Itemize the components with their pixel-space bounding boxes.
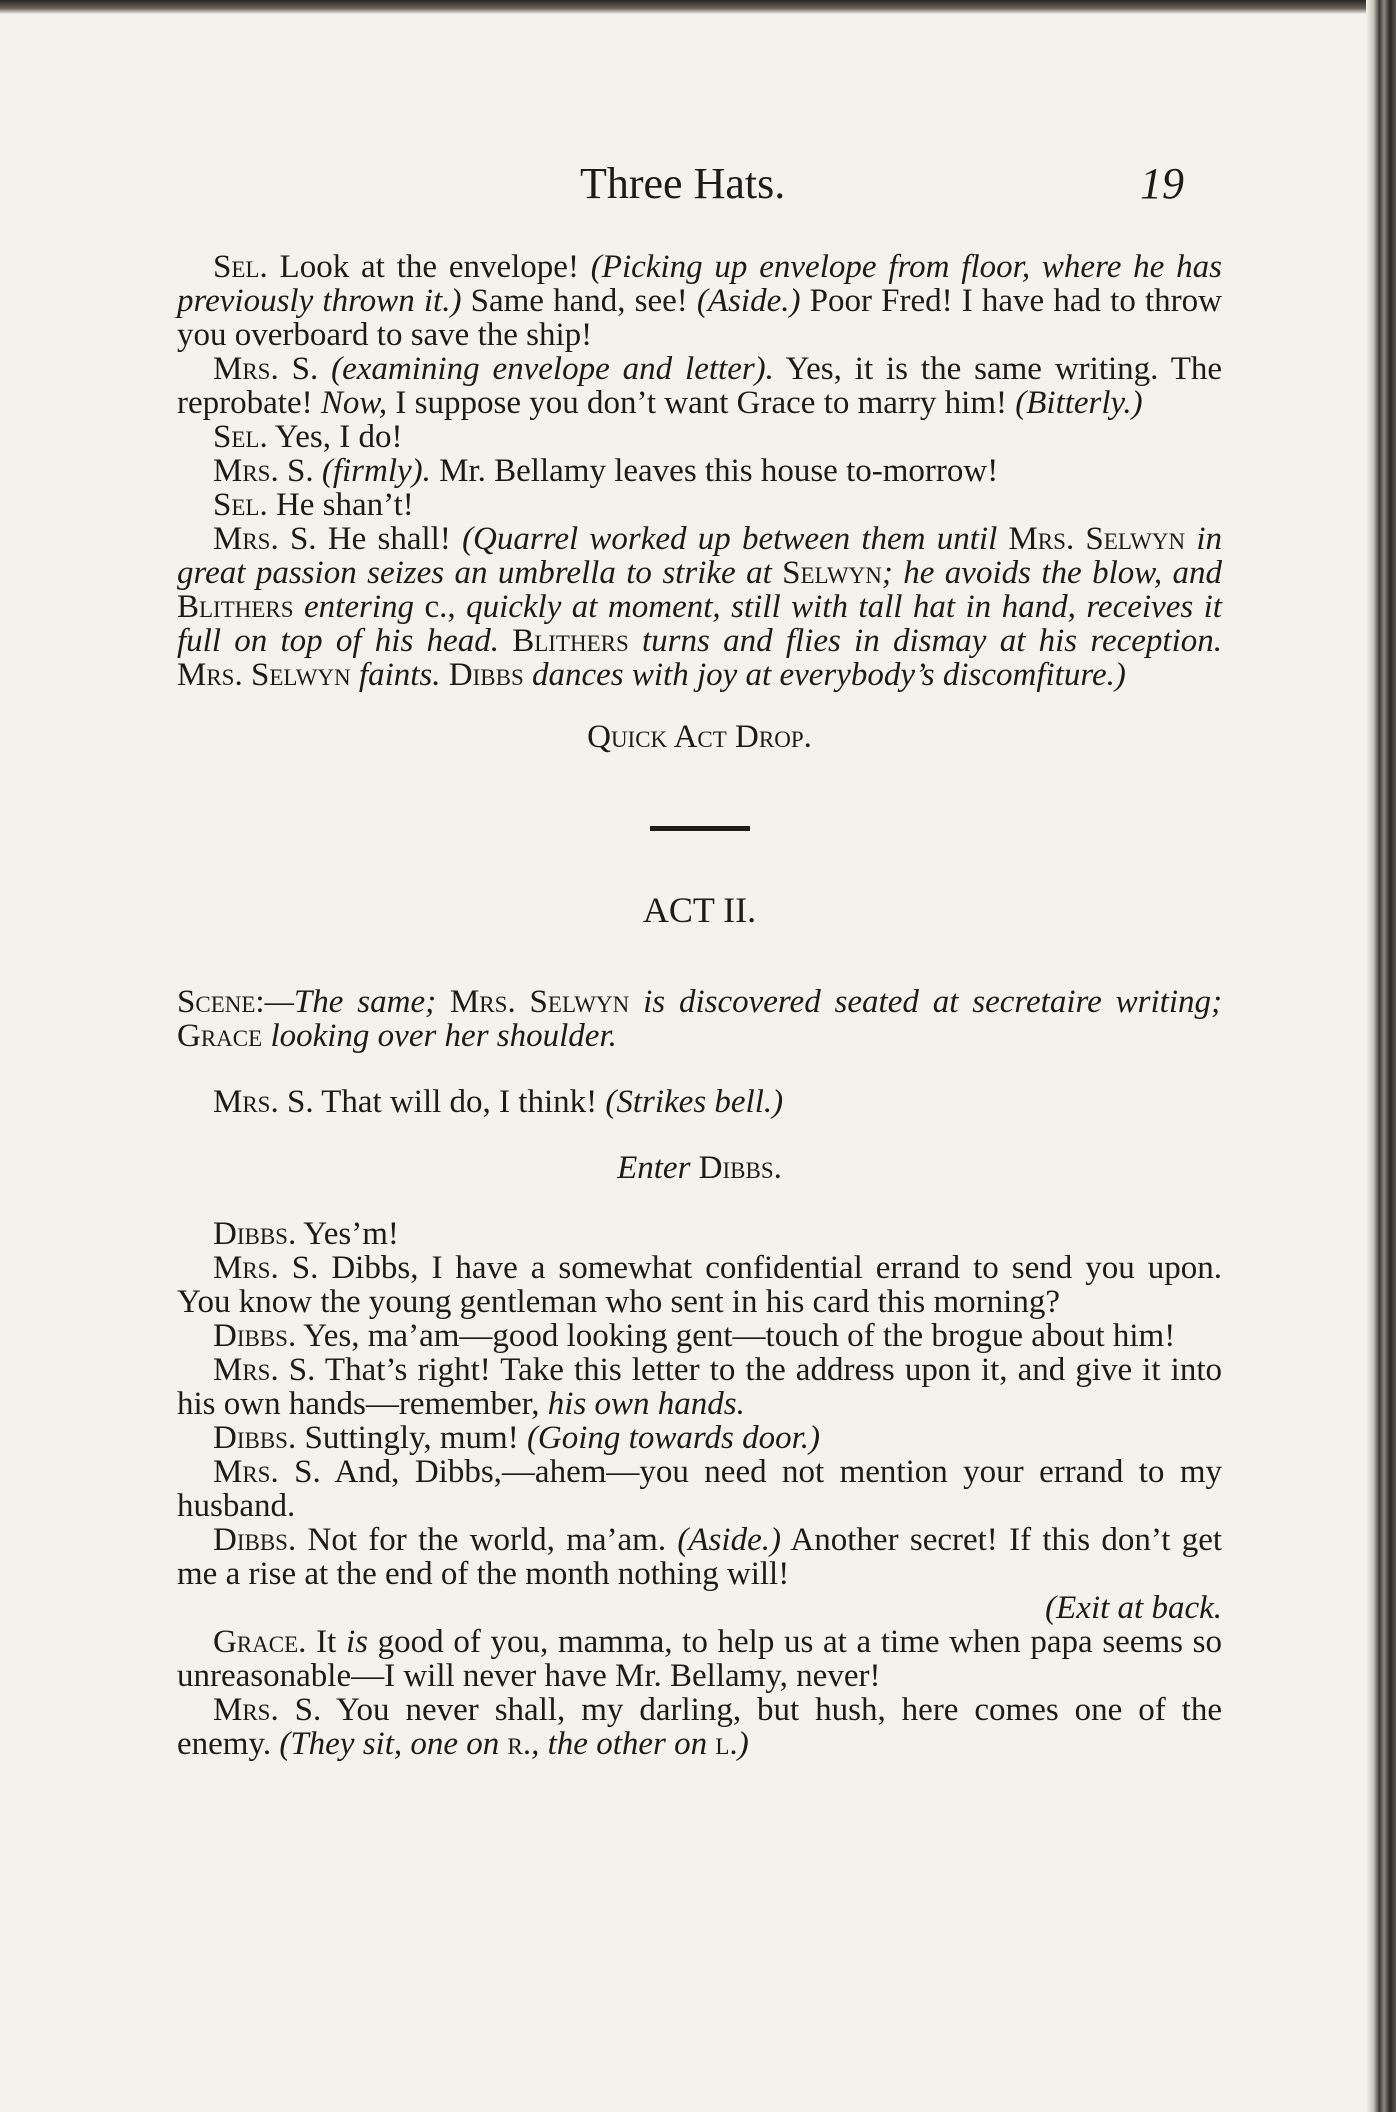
dialogue-line [177, 1625, 1222, 1693]
dialogue-line [177, 1217, 1222, 1251]
speaker-name: Mrs. S. [213, 351, 319, 387]
dialogue-text: It [306, 1624, 346, 1660]
speaker-name: Dibbs. [213, 1216, 297, 1252]
stage-direction: in great passion seizes an umbrella to strike at [177, 521, 1223, 591]
stage-direction: (Quarrel worked up between them until [462, 521, 1009, 557]
scene-label: Scene: [177, 984, 265, 1020]
dialogue-text: Poor Fred! I have had to throw you overboard to save the ship! [177, 283, 1222, 353]
character-name: Blithers [512, 623, 629, 659]
stage-direction: , the other on [531, 1726, 716, 1762]
page-number: 19 [1140, 159, 1184, 208]
stage-direction: (They sit, one on [279, 1726, 508, 1762]
dialogue-text: Yes’m! [296, 1216, 399, 1252]
dialogue-text: Yes, it is the same writing. The reprobate! [177, 351, 1223, 421]
speaker-name: Sel. [213, 487, 268, 523]
dialogue-text [314, 453, 322, 489]
speaker-name: Dibbs. [213, 1420, 297, 1456]
dialogue-line [177, 1693, 1222, 1761]
character-name: Dibbs [448, 657, 524, 693]
dialogue-line [177, 522, 1222, 692]
dialogue-line [177, 1523, 1222, 1591]
enter-word: Enter [617, 1150, 691, 1186]
character-name: r. [507, 1726, 532, 1762]
speaker-name: Mrs. S. [213, 453, 314, 489]
page-header [0, 150, 1396, 210]
stage-direction: turns and flies in dismay at his reception. [628, 623, 1222, 659]
stage-direction: ) [737, 1726, 749, 1762]
character-name: l. [715, 1726, 738, 1762]
character-name: Mrs. Selwyn [177, 657, 351, 693]
page-edge-right [1366, 0, 1396, 2112]
dialogue-line [177, 1455, 1222, 1523]
speaker-name: Mrs. S. [213, 521, 317, 557]
stage-direction: is [345, 1624, 368, 1660]
page-edge-top [0, 0, 1396, 14]
dialogue-line-mrs-s [177, 1085, 1222, 1119]
section-rule [650, 826, 750, 831]
exit-direction [177, 1591, 1222, 1625]
dialogue-line [177, 1251, 1222, 1319]
dialogue-text: Look at the envelope! [267, 249, 591, 285]
speaker-name: Grace. [213, 1624, 307, 1660]
character-name: Mrs. Selwyn [449, 984, 630, 1020]
dialogue-text [318, 351, 331, 387]
dialogue-block-3 [177, 1625, 1222, 1761]
dialogue-text: c., [424, 589, 456, 625]
stage-direction: (Strikes bell.) [605, 1084, 784, 1120]
dialogue-text: Mr. Bellamy leaves this house to-morrow! [430, 453, 999, 489]
dialogue-text: good of you, mamma, to help us at a time when papa seems so unreasonable—I will never have Mr. Bellamy, never! [177, 1624, 1222, 1694]
stage-direction: faints. [350, 657, 449, 693]
dialogue-line [177, 250, 1222, 352]
dialogue-text: Same hand, see! [461, 283, 697, 319]
dialogue-line [177, 1353, 1222, 1421]
act-title: ACT II. [642, 890, 757, 930]
dialogue-line [177, 1319, 1222, 1353]
stage-direction: (examining envelope and letter). [331, 351, 774, 387]
dialogue-block-1 [177, 250, 1222, 692]
dialogue-text: Not for the world, ma’am. [296, 1522, 678, 1558]
dialogue-line [177, 454, 1222, 488]
dialogue-line [177, 420, 1222, 454]
character-name: Selwyn [782, 555, 882, 591]
stage-direction: entering [293, 589, 425, 625]
stage-direction: (Bitterly.) [1015, 385, 1143, 421]
dialogue-line [177, 1085, 1222, 1119]
stage-direction: his own hands. [547, 1386, 745, 1422]
speaker-name: Dibbs. [213, 1522, 297, 1558]
dialogue-text: I suppose you don’t want Grace to marry him! [387, 385, 1016, 421]
dialogue-text: And, Dibbs,—ahem—you need not mention your errand to my husband. [177, 1454, 1223, 1524]
dialogue-text: Another secret! If this don’t get me a rise at the end of the month nothing will! [177, 1522, 1223, 1592]
stage-direction: (Aside.) [677, 1522, 781, 1558]
stage-direction: (firmly). [321, 453, 431, 489]
stage-direction: is discovered seated at secretaire writing; [629, 984, 1222, 1020]
speaker-name: Mrs. S. [213, 1454, 321, 1490]
speaker-name: Dibbs. [213, 1318, 297, 1354]
stage-direction: looking over her shoulder. [262, 1018, 617, 1054]
scene-description [177, 985, 1222, 1053]
dialogue-text: That’s right! Take this letter to the address upon it, and give it into his own hands—remember, [177, 1352, 1223, 1422]
stage-direction: quickly at moment, still with tall hat in hand, receives it full on top of his head. [177, 589, 1222, 659]
exit-text: (Exit at back. [1045, 1590, 1222, 1626]
stage-direction: (Aside.) [696, 283, 801, 319]
dialogue-line [177, 352, 1222, 420]
dialogue-text: You never shall, my darling, but hush, here comes one of the enemy. [177, 1692, 1223, 1762]
stage-direction: —The same; [264, 984, 450, 1020]
speaker-name: Mrs. S. [213, 1084, 314, 1120]
stage-direction: Now, [320, 385, 388, 421]
stage-entry [177, 1151, 1222, 1185]
stage-direction: dances with joy at everybody’s discomfiture.) [523, 657, 1126, 693]
running-title: Three Hats. [580, 159, 786, 208]
stage-direction: (Going towards door.) [526, 1420, 820, 1456]
dialogue-line [177, 1421, 1222, 1455]
character-name: Mrs. Selwyn [1008, 521, 1186, 557]
dialogue-text: Yes, I do! [267, 419, 403, 455]
dialogue-text: He shan’t! [267, 487, 414, 523]
enter-name: Dibbs. [698, 1150, 782, 1186]
dialogue-text: Yes, ma’am—good looking gent—touch of the brogue about him! [296, 1318, 1176, 1354]
dialogue-text: Suttingly, mum! [296, 1420, 527, 1456]
speaker-name: Sel. [213, 249, 268, 285]
speaker-name: Mrs. S. [213, 1250, 319, 1286]
speaker-name: Mrs. S. [213, 1692, 322, 1728]
dialogue-line [177, 488, 1222, 522]
speaker-name: Sel. [213, 419, 268, 455]
page-content [177, 250, 1222, 1761]
act-drop: Quick Act Drop. [587, 719, 812, 755]
stage-direction: ; he avoids the blow, and [881, 555, 1222, 591]
dialogue-text: That will do, I think! [313, 1084, 606, 1120]
stage-direction: (Picking up envelope from floor, where he has previously thrown it.) [177, 249, 1223, 319]
dialogue-block-2 [177, 1217, 1222, 1591]
character-name: Blithers [177, 589, 294, 625]
dialogue-text: He shall! [316, 521, 463, 557]
dialogue-text: Dibbs, I have a somewhat confidential errand to send you upon. You know the young gentleman who sent in his card this morning? [177, 1250, 1222, 1320]
character-name: Grace [177, 1018, 263, 1054]
speaker-name: Mrs. S. [213, 1352, 316, 1388]
